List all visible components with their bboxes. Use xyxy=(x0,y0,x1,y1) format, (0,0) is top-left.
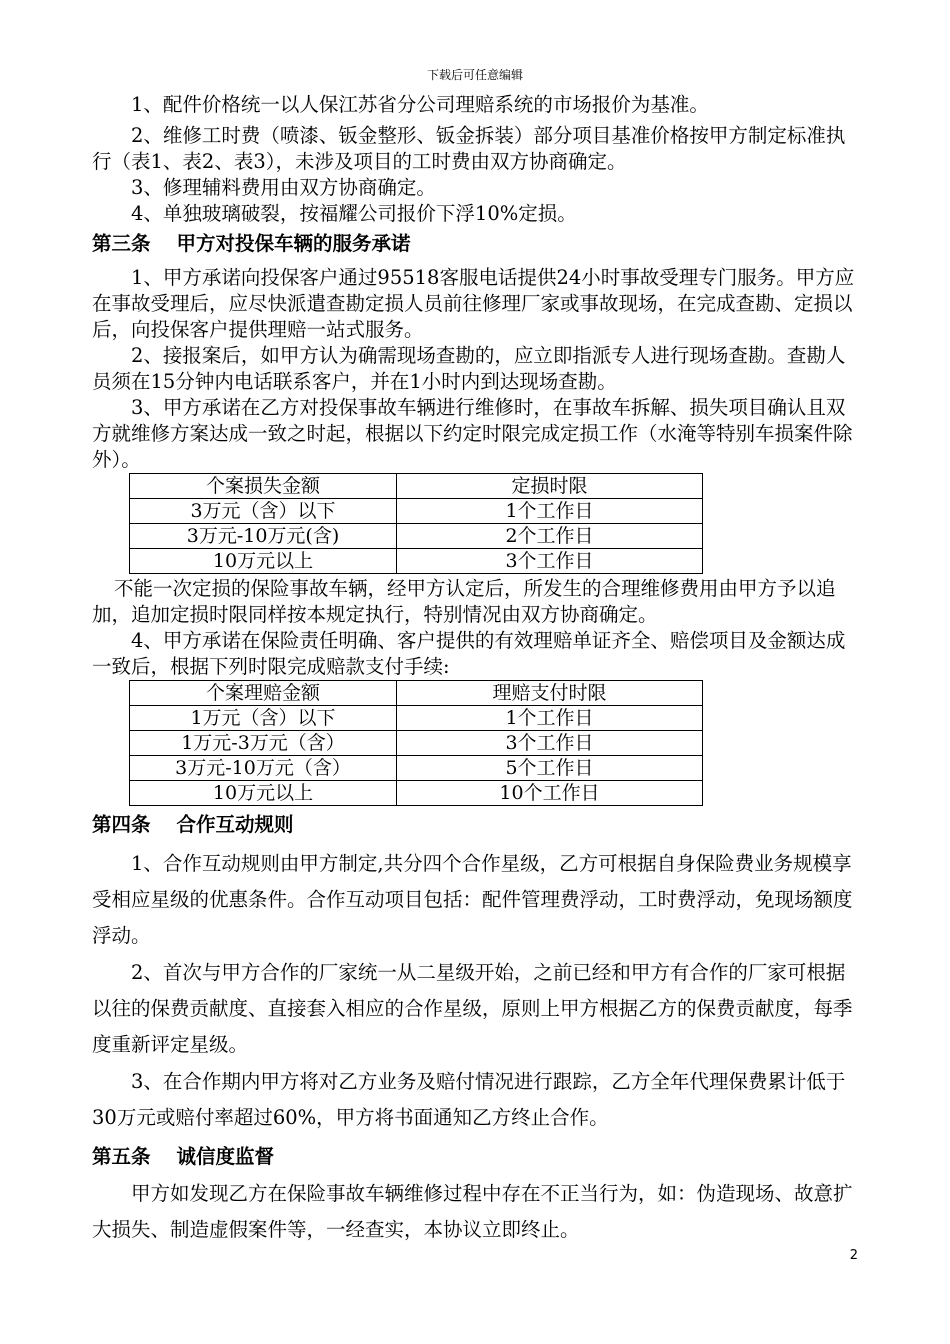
section-title: 合作互动规则 xyxy=(176,813,294,836)
paragraph: 4、甲方承诺在保险责任明确、客户提供的有效理赔单证齐全、赔偿项目及金额达成一致后，根据下列时限完成赔款支付手续: xyxy=(92,629,846,678)
paragraph: 3、甲方承诺在乙方对投保事故车辆进行维修时，在事故车拆解、损失项目确认且双方就维修方案达成一致之时起，根据以下约定时限完成定损工作（水淹等特别车损案件除外）。 xyxy=(92,396,853,471)
table-row xyxy=(130,499,703,524)
paragraph: 2、维修工时费（喷漆、钣金整形、钣金拆装）部分项目基准价格按甲方制定标准执行（表1、表2、表3），未涉及项目的工时费由双方协商确定。 xyxy=(92,124,846,173)
paragraph: 1、甲方承诺向投保客户通过95518客服电话提供24小时事故受理专门服务。甲方应在事故受理后，应尽快派遣查勘定损人员前往修理厂家或事故现场，在完成查勘、定损以后，向投保客户提供理赔一站式服务。 xyxy=(92,266,855,341)
table-cell: 3万元-10万元（含） xyxy=(130,756,397,781)
paragraph: 3、在合作期内甲方将对乙方业务及赔付情况进行跟踪，乙方全年代理保费累计低于30万元或赔付率超过60%，甲方将书面通知乙方终止合作。 xyxy=(92,1070,846,1129)
table-cell: 10万元以上 xyxy=(130,549,397,574)
table-header-cell: 个案理赔金额 xyxy=(130,681,397,706)
section-number: 第四条 xyxy=(92,813,151,836)
table-row xyxy=(130,549,703,574)
paragraph: 2、首次与甲方合作的厂家统一从二星级开始，之前已经和甲方有合作的厂家可根据以往的保费贡献度、直接套入相应的合作星级，原则上甲方根据乙方的保费贡献度，每季度重新评定星级。 xyxy=(92,961,853,1056)
table-cell: 1个工作日 xyxy=(397,706,703,731)
table-cell: 10个工作日 xyxy=(397,781,703,806)
table-cell: 3个工作日 xyxy=(397,549,703,574)
section-heading xyxy=(92,229,860,259)
loss-assessment-table xyxy=(129,473,703,574)
table-header-cell: 理赔支付时限 xyxy=(397,681,703,706)
table-cell: 5个工作日 xyxy=(397,756,703,781)
table-header-row xyxy=(130,681,703,706)
section-heading xyxy=(92,810,860,840)
table-cell: 10万元以上 xyxy=(130,781,397,806)
paragraph: 4、单独玻璃破裂，按福耀公司报价下浮10%定损。 xyxy=(131,202,577,225)
table-row xyxy=(130,524,703,549)
section-number: 第五条 xyxy=(92,1145,151,1168)
table-header-cell: 定损时限 xyxy=(397,474,703,499)
section-title: 甲方对投保车辆的服务承诺 xyxy=(176,232,411,255)
section-title: 诚信度监督 xyxy=(176,1145,275,1168)
claim-payment-table xyxy=(129,680,703,806)
table-cell: 3万元-10万元(含) xyxy=(130,524,397,549)
paragraph: 3、修理辅料费用由双方协商确定。 xyxy=(131,176,436,199)
table-header-row xyxy=(130,474,703,499)
paragraph: 不能一次定损的保险事故车辆，经甲方认定后，所发生的合理维修费用由甲方予以追加，追加定损时限同样按本规定执行，特别情况由双方协商确定。 xyxy=(92,577,836,626)
paragraph: 甲方如发现乙方在保险事故车辆维修过程中存在不正当行为，如：伪造现场、故意扩大损失、制造虚假案件等，一经查实，本协议立即终止。 xyxy=(92,1182,853,1241)
table-cell: 3万元（含）以下 xyxy=(130,499,397,524)
header-note: 下载后可任意编辑 xyxy=(426,68,523,82)
page-number: 2 xyxy=(849,1248,858,1263)
table-cell: 1个工作日 xyxy=(397,499,703,524)
document-body xyxy=(92,89,860,1249)
table-cell: 2个工作日 xyxy=(397,524,703,549)
section-number: 第三条 xyxy=(92,232,151,255)
table-cell: 1万元-3万元（含） xyxy=(130,731,397,756)
table-header-cell: 个案损失金额 xyxy=(130,474,397,499)
table-row xyxy=(130,706,703,731)
table-row xyxy=(130,756,703,781)
paragraph: 1、合作互动规则由甲方制定,共分四个合作星级，乙方可根据自身保险费业务规模享受相应星级的优惠条件。合作互动项目包括：配件管理费浮动，工时费浮动，免现场额度浮动。 xyxy=(92,852,853,947)
table-cell: 3个工作日 xyxy=(397,731,703,756)
table-cell: 1万元（含）以下 xyxy=(130,706,397,731)
paragraph: 1、配件价格统一以人保江苏省分公司理赔系统的市场报价为基准。 xyxy=(131,93,709,116)
table-row xyxy=(130,781,703,806)
paragraph: 2、接报案后，如甲方认为确需现场查勘的，应立即指派专人进行现场查勘。查勘人员须在15分钟内电话联系客户，并在1小时内到达现场查勘。 xyxy=(92,344,846,393)
table-row xyxy=(130,731,703,756)
section-heading xyxy=(92,1140,860,1174)
